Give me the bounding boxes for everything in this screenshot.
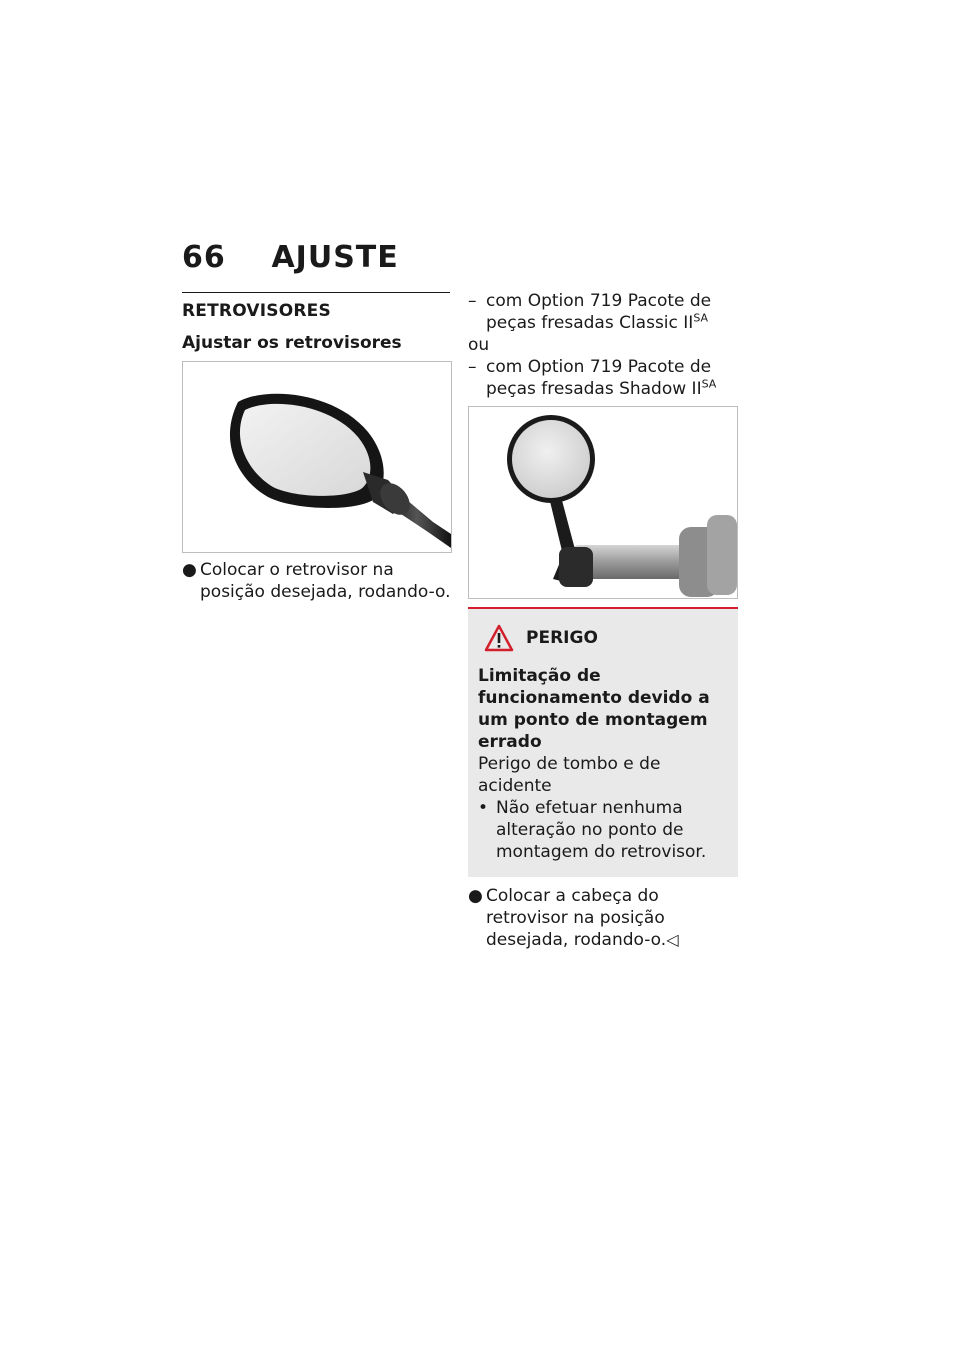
danger-action bbox=[478, 797, 728, 863]
sa-superscript: SA bbox=[693, 311, 709, 325]
danger-box bbox=[468, 607, 738, 877]
danger-action-text: Não efetuar nenhuma alteração no ponto de montagem do retrovisor. bbox=[496, 798, 707, 862]
step-text: Colocar o retrovisor na posição desejada, rodando-o. bbox=[200, 560, 451, 602]
step-rotate-mirror bbox=[182, 559, 452, 603]
chapter-title: AJUSTE bbox=[271, 240, 399, 275]
left-column bbox=[182, 292, 452, 603]
option-classic bbox=[468, 290, 738, 334]
step-rotate-mirror-head bbox=[468, 885, 738, 951]
option-shadow bbox=[468, 356, 738, 400]
bar-end-mirror-figure bbox=[468, 406, 738, 599]
dash-icon: – bbox=[468, 291, 477, 311]
or-text: ou bbox=[468, 335, 490, 355]
section-title: RETROVISORES bbox=[182, 301, 331, 321]
danger-heading: Limitação de funcionamento devido a um ponto de montagem errado bbox=[478, 666, 710, 752]
end-of-section-icon: ◁ bbox=[666, 930, 679, 949]
section-rule bbox=[182, 292, 450, 293]
danger-label: PERIGO bbox=[526, 628, 598, 648]
page-header bbox=[182, 240, 399, 275]
bullet-icon: ● bbox=[468, 886, 483, 906]
small-bullet-icon: • bbox=[478, 798, 489, 818]
warning-triangle-icon bbox=[484, 624, 514, 652]
option-shadow-text: com Option 719 Pacote de peças fresadas Shadow II bbox=[486, 357, 712, 399]
bar-end-mirror-illustration bbox=[469, 407, 737, 598]
subsection-title: Ajustar os retrovisores bbox=[182, 333, 402, 353]
mirror-illustration bbox=[183, 362, 451, 552]
right-column bbox=[468, 290, 738, 951]
sa-superscript: SA bbox=[701, 377, 717, 391]
danger-hazard: Perigo de tombo e de acidente bbox=[478, 754, 661, 796]
page-number: 66 bbox=[182, 240, 226, 275]
dash-icon: – bbox=[468, 357, 477, 377]
option-classic-text: com Option 719 Pacote de peças fresadas Classic II bbox=[486, 291, 712, 333]
danger-header bbox=[478, 621, 728, 655]
mirror-figure bbox=[182, 361, 452, 553]
step-text: Colocar a cabeça do retrovisor na posição desejada, rodando-o. bbox=[486, 886, 667, 950]
bullet-icon: ● bbox=[182, 560, 197, 580]
